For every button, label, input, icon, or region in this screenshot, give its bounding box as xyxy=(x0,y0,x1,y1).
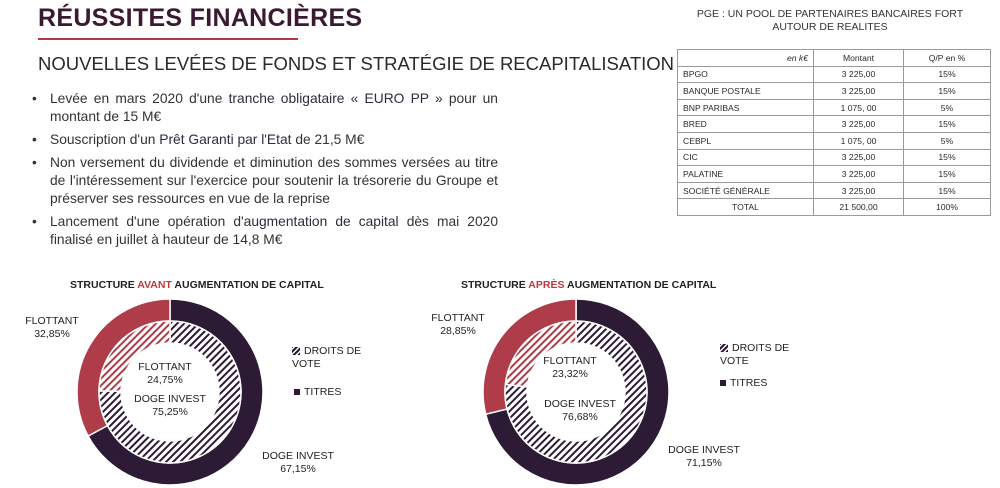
bank-name: CIC xyxy=(678,149,814,166)
montant-header: Montant xyxy=(814,50,904,67)
bank-montant: 3 225,00 xyxy=(814,149,904,166)
legend-titres-avant: TITRES xyxy=(294,386,341,399)
bullet-item xyxy=(28,154,498,208)
bullet-text: de 21,5 M€ xyxy=(291,132,365,147)
bank-name: SOCIÉTÉ GÉNÉRALE xyxy=(678,182,814,199)
chart-title-apres: STRUCTURE APRÈS AUGMENTATION DE CAPITAL xyxy=(461,279,717,291)
bullet-highlight: augmentation de capital xyxy=(243,214,399,229)
total-label: TOTAL xyxy=(678,199,814,216)
legend-titres-apres: TITRES xyxy=(720,377,767,390)
legend-droits-avant: DROITS DE VOTE xyxy=(292,345,362,370)
solid-swatch-icon xyxy=(720,380,726,386)
bullet-text: Lancement d'une opération d' xyxy=(50,214,244,229)
title-accent: AVANT xyxy=(137,279,172,291)
bank-qp: 15% xyxy=(904,116,991,133)
unit-header: en k€ xyxy=(678,50,814,67)
flottant-outer-label-avant: FLOTTANT 32,85% xyxy=(25,315,79,340)
chart-title-avant: STRUCTURE AVANT AUGMENTATION DE CAPITAL xyxy=(70,279,324,291)
legend-droits-apres: DROITS DE VOTE xyxy=(720,342,790,367)
bank-montant: 3 225,00 xyxy=(814,116,904,133)
page-title: RÉUSSITES FINANCIÈRES xyxy=(38,4,363,32)
bank-qp: 15% xyxy=(904,66,991,83)
hatch-swatch-icon xyxy=(720,344,728,352)
bullet-dot: • xyxy=(32,91,37,106)
bullet-text: Non versement du dividende et diminution des sommes versées au titre de l'intéressement sur l'exercice pour soutenir la trésorerie du Groupe et préserver ses ressources en vue de la reprise xyxy=(50,155,498,206)
bullet-item xyxy=(28,131,498,149)
doge-outer-label-apres: DOGE INVEST 71,15% xyxy=(668,444,740,469)
table-row xyxy=(678,149,991,166)
pge-title: PGE : UN POOL DE PARTENAIRES BANCAIRES FORT AUTOUR DE REALITES xyxy=(696,8,964,33)
bank-name: BPGO xyxy=(678,66,814,83)
bank-montant: 1 075, 00 xyxy=(814,132,904,149)
bank-name: BNP PARIBAS xyxy=(678,99,814,116)
pge-table xyxy=(677,49,991,216)
table-header-row xyxy=(678,50,991,67)
bank-montant: 3 225,00 xyxy=(814,66,904,83)
bullet-dot: • xyxy=(32,214,37,229)
bullet-text: dès mai 2020 finalisé en juillet à hauteur de 14,8 M€ xyxy=(50,214,498,247)
bank-qp: 15% xyxy=(904,83,991,100)
total-montant: 21 500,00 xyxy=(814,199,904,216)
bank-qp: 5% xyxy=(904,132,991,149)
qp-header: Q/P en % xyxy=(904,50,991,67)
bullet-item xyxy=(28,90,498,126)
flottant-outer-label-apres: FLOTTANT 28,85% xyxy=(431,312,485,337)
bullet-text: pour un montant de 15 M€ xyxy=(50,91,498,124)
bullet-highlight: Prêt Garanti par l'Etat xyxy=(159,132,292,147)
page-subtitle: NOUVELLES LEVÉES DE FONDS ET STRATÉGIE DE RECAPITALISATION xyxy=(38,53,675,74)
flottant-inner-label-apres: FLOTTANT 23,32% xyxy=(543,355,597,380)
table-row xyxy=(678,66,991,83)
bank-montant: 1 075, 00 xyxy=(814,99,904,116)
donut-chart-avant xyxy=(75,297,265,487)
table-row xyxy=(678,99,991,116)
table-total-row xyxy=(678,199,991,216)
bullet-highlight: tranche obligataire « EURO PP » xyxy=(228,91,443,106)
bank-name: CEBPL xyxy=(678,132,814,149)
bank-qp: 15% xyxy=(904,166,991,183)
hatch-swatch-icon xyxy=(292,347,300,355)
flottant-inner-label-avant: FLOTTANT 24,75% xyxy=(138,361,192,386)
total-qp: 100% xyxy=(904,199,991,216)
bullet-item xyxy=(28,213,498,249)
bullet-text: Souscription d'un xyxy=(50,132,160,147)
doge-inner-label-apres: DOGE INVEST 76,68% xyxy=(544,398,616,423)
bullet-list xyxy=(28,90,498,254)
doge-outer-label-avant: DOGE INVEST 67,15% xyxy=(262,450,334,475)
bank-qp: 15% xyxy=(904,182,991,199)
bank-name: PALATINE xyxy=(678,166,814,183)
bank-qp: 5% xyxy=(904,99,991,116)
table-row xyxy=(678,166,991,183)
table-row xyxy=(678,83,991,100)
bank-montant: 3 225,00 xyxy=(814,182,904,199)
bullet-text: Levée en mars 2020 d'une xyxy=(50,91,229,106)
bank-montant: 3 225,00 xyxy=(814,166,904,183)
bank-name: BRED xyxy=(678,116,814,133)
bank-montant: 3 225,00 xyxy=(814,83,904,100)
table-row xyxy=(678,182,991,199)
bank-name: BANQUE POSTALE xyxy=(678,83,814,100)
title-accent: APRÈS xyxy=(528,279,565,291)
title-underline xyxy=(38,38,298,40)
doge-inner-label-avant: DOGE INVEST 75,25% xyxy=(134,393,206,418)
solid-swatch-icon xyxy=(294,389,300,395)
bullet-dot: • xyxy=(32,132,37,147)
bank-qp: 15% xyxy=(904,149,991,166)
table-row xyxy=(678,116,991,133)
donut-chart-apres xyxy=(481,297,671,487)
bullet-dot: • xyxy=(32,155,37,170)
table-row xyxy=(678,132,991,149)
